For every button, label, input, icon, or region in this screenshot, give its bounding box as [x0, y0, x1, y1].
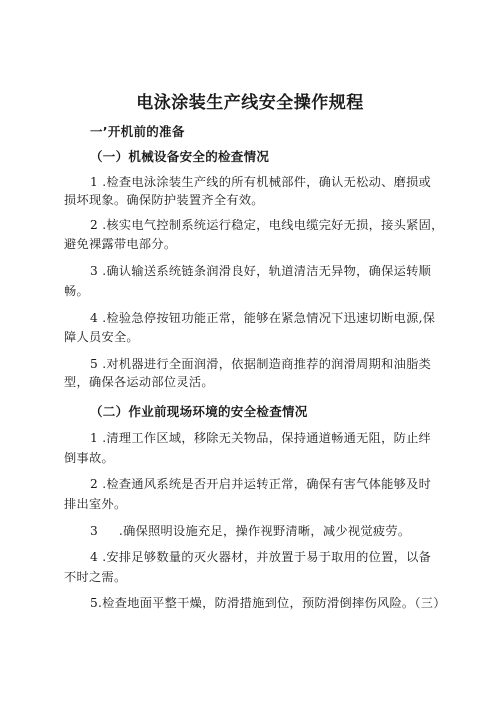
paragraph-line: 2 .检查通风系统是否开启并运转正常，确保有害气体能够及时 — [90, 477, 432, 491]
document-title: 电泳涂装生产线安全操作规程 — [136, 93, 364, 113]
paragraph-line: 不时之需。 — [64, 570, 127, 584]
paragraph-line: 4 .安排足够数量的灭火器材，并放置于易于取用的位置，以备 — [90, 550, 432, 564]
paragraph-line: 障人员安全。 — [64, 330, 139, 344]
paragraph-line: 型，确保各运动部位灵活。 — [64, 375, 214, 389]
paragraph-line: 5 .对机器进行全面润滑，依据制造商推荐的润滑周期和油脂类 — [90, 357, 432, 371]
paragraph-line: 2 .核实电气控制系统运行稳定，电线电缆完好无损，接头紧固， — [90, 218, 444, 232]
subsection-heading-environment: （二）作业前现场环境的安全检查情况 — [90, 404, 308, 419]
paragraph-line: 避免裸露带电部分。 — [64, 237, 177, 251]
section-heading: 一’开机前的准备 — [90, 124, 185, 139]
paragraph-line: 3 .确认输送系统链条润滑良好，轨道清洁无异物，确保运转顺 — [90, 264, 432, 278]
paragraph-line: 5.检查地面平整干燥，防滑措施到位，预防滑倒摔伤风险。（三） — [90, 596, 446, 610]
paragraph-line: 3 .确保照明设施充足，操作视野清晰，减少视觉疲劳。 — [90, 524, 411, 538]
paragraph-line: 1 .清理工作区域，移除无关物品，保持通道畅通无阻，防止绊 — [90, 431, 432, 445]
subsection-heading-equipment: （一）机械设备安全的检查情况 — [90, 149, 270, 164]
paragraph-line: 畅。 — [64, 284, 89, 298]
paragraph-line: 1 .检查电泳涂装生产线的所有机械部件，确认无松动、磨损或 — [90, 175, 432, 189]
paragraph-line: 排出室外。 — [64, 497, 127, 511]
paragraph-line: 损坏现象。确保防护装置齐全有效。 — [64, 193, 264, 207]
paragraph-line: 4 .检验急停按钮功能正常，能够在紧急情况下迅速切断电源,保 — [90, 311, 436, 325]
paragraph-line: 倒事故。 — [64, 451, 114, 465]
